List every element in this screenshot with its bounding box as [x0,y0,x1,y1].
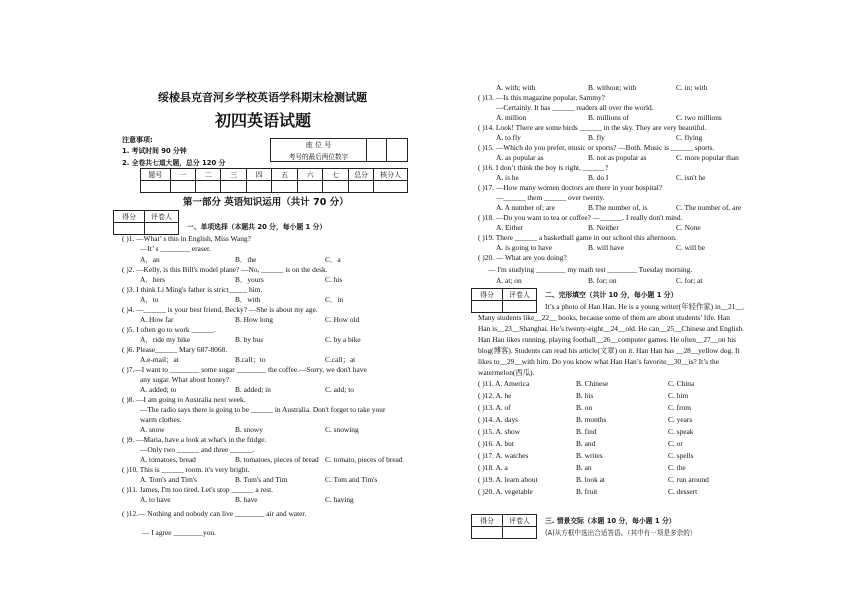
grader-name-cell[interactable] [503,527,537,539]
cloze-option-c: C. from [668,403,691,412]
question-9: ( )9. —Maria, have a look at what's in the fridge. [122,435,267,444]
cloze-line-6: likes to__29__with him. Do you know what Han Han’s favorite__30__is? It’s the [478,357,719,366]
question-12-line2: — I agree ________you. [142,528,216,537]
option-c: C. his [325,275,343,284]
score-cell[interactable] [297,181,322,193]
question-20: ( )20. — What are you doing? [478,253,567,262]
cloze-option-c: C. speak [668,427,694,436]
question-3: ( )3. I think Li Ming's father is strict_____ him. [122,285,263,294]
question-8-line3: warm clothes. [140,415,182,424]
question-15: ( )15. —Which do you prefer, music or sports? —Both. Music is ______ sports. [478,143,715,152]
seat-note: 考号的最后两位数字 [271,150,367,162]
question-13: ( )13. —Is this magazine popular, Sammy? [478,93,605,102]
cloze-line-7: watermelon(西瓜). [478,368,535,377]
option-b: B. do I [588,173,609,182]
cloze-option-b: B. an [576,463,592,472]
option-a: A. Either [496,223,524,232]
cloze-line-4: Han Han likes running, playing football__26__computer games. He often__27__on his [478,335,737,344]
cloze-option-b: B. on [576,403,593,412]
option-c: C. snowing [325,425,359,434]
cloze-option-q: ( )19. A. learn about [478,475,538,484]
question-7-line2: any sugar. What about honey? [140,375,230,384]
option-c: C. more popular than [676,153,739,162]
option-c: C. by a bike [325,335,361,344]
cloze-option-q: ( )17. A. watches [478,451,529,460]
section2-title: 二、完形填空（共计 10 分，每小题 1 分） [545,291,678,299]
option-a: A. as popular as [496,153,544,162]
option-a: A. snow [140,425,165,434]
question-20-line2: — I'm studying ________ my math test ________ Tuesday morning. [488,265,693,274]
grader-name-label: 评卷人 [503,515,537,527]
option-a: A. is going to have [496,243,553,252]
option-b: B. added; in [235,385,271,394]
cloze-option-c: C. spells [668,451,694,460]
grader-name-cell[interactable] [145,223,179,235]
question-19: ( )19. There ______ a basketball game in our school this afternoon. [478,233,677,242]
option-a: A. at; on [496,276,522,285]
cloze-line-2: Many students like__22__ books, because some of them are about students’ life. Han [478,313,730,322]
cloze-line-5: blog(博客). Students can read his article(文章) on it. Han Han has __28__yellow dog. It [478,346,740,355]
note-2: 2. 全卷共七道大题，总分 120 分 [122,159,226,167]
cloze-option-q: ( )11. A. America [478,379,530,388]
option-a: A．hers [140,275,166,284]
option-a: A. with; with [496,83,536,92]
cloze-option-q: ( )13. A. of [478,403,511,412]
question-1: ( )1. —What’ s this in English, Miss Wang? [122,234,251,243]
score-header-cell: 三 [221,169,246,181]
grader-name-cell[interactable] [503,301,537,313]
seat-label: 座 位 号 [271,139,367,151]
score-header-cell: 四 [246,169,271,181]
question-5: ( )5. I often go to work ______. [122,325,216,334]
notes-title: 注意事项: [122,136,153,144]
cloze-option-b: B. find [576,427,597,436]
cloze-line-3: Han is__23__Shanghai. He’s twenty-eight__24__old. He can__25__Chinese and English. [478,324,745,333]
cloze-option-b: B. look at [576,475,605,484]
option-c: C. The number of, are [676,203,742,212]
option-a: A．ride my bike [140,335,191,344]
score-header-cell: 七 [323,169,348,181]
question-8-line2: —The radio says there is going to be ______ in Australia. Don't forget to take your [140,405,386,414]
cloze-option-c: C. the [668,463,686,472]
option-b: B. snowy [235,425,263,434]
question-17-line2: —______ them ______ over twenty. [496,193,605,202]
question-6: ( )6. Please______ Mary 687-8068. [122,345,228,354]
score-cell[interactable] [196,181,221,193]
cloze-option-c: C. China [668,379,695,388]
option-b: B.call；to [235,355,266,364]
cloze-option-q: ( )12. A. he [478,391,512,400]
school-title: 绥棱县克音河乡学校英语学科期末检测试题 [158,91,367,104]
score-cell[interactable] [272,181,297,193]
question-11: ( )11. James, I'm too tired. Let's stop ______ a rest. [122,485,273,494]
option-b: B. Neither [588,223,619,232]
option-c: C. Tom and Tim's [325,475,378,484]
score-header-cell: 五 [272,169,297,181]
option-c: C. add; to [325,385,354,394]
score-cell[interactable] [246,181,271,193]
option-c: C. will be [676,243,705,252]
cloze-option-c: C. dessert [668,487,698,496]
question-16: ( )16. I don’t think the boy is right, ______? [478,163,609,172]
question-13-line2: —Certainly. It has ______ readers all over the world. [496,103,654,112]
question-4: ( )4. —______ is your best friend, Becky? —She is about my age. [122,305,318,314]
option-c: C. in; with [676,83,708,92]
cloze-option-b: B. fruit [576,487,598,496]
grader-score-label: 得分 [472,515,503,527]
option-b: B. have [235,495,258,504]
question-7: ( )7.—I want to ________ some sugar ________ the coffee.—Sorry, we don't have [122,365,367,374]
option-a: A. million [496,113,527,122]
option-b: B．with [235,295,261,304]
option-c: C. flying [676,133,703,142]
score-header-cell: 题号 [141,169,171,181]
option-a: A. added; to [140,385,177,394]
question-18: ( )18. —Do you want to tea or coffee? —______. I really don't mind. [478,213,683,222]
option-a: A．an [140,255,160,264]
option-c: C．in [325,295,344,304]
option-a: A. How far [140,315,174,324]
score-table [140,168,408,193]
score-cell[interactable] [374,181,408,193]
part1-title: 第一部分 英语知识运用（共计 70 分） [183,197,349,208]
score-header-cell: 核分人 [374,169,408,181]
question-9-line2: —Only two ______ and three ______. [140,445,255,454]
cloze-option-c: C. him [668,391,689,400]
option-a: A. A number of; are [496,203,555,212]
question-2: ( )2. —Kelly, is this Bill's model plane? —No, ______ is on the desk. [122,265,328,274]
cloze-option-b: B. and [576,439,596,448]
cloze-line-1: It’s a photo of Han Han. He is a young writer(年轻作家) in__21__. [545,302,745,311]
section3-instructions: (A)从方框中选出合适答语。（其中有一项是多余的） [545,529,697,537]
score-cell[interactable] [323,181,348,193]
option-c: C．a [325,255,341,264]
seat-cell-2[interactable] [387,139,408,162]
question-12: ( )12.— Nothing and nobody can live ________ air and water. [122,509,307,518]
question-17: ( )17. —How many women doctors are there in your hospital? [478,183,663,192]
section1-title: 一、单项选择（本题共 20 分，每小题 1 分） [187,223,327,231]
cloze-option-q: ( )20. A. vegetable [478,487,533,496]
option-b: B. fly [588,133,605,142]
cloze-option-b: B. months [576,415,607,424]
option-a: A.e-mail；at [140,355,179,364]
score-cell[interactable] [141,181,171,193]
grader-box-3 [471,514,537,539]
cloze-option-c: C. or [668,439,683,448]
option-a: A. to fly [496,133,521,142]
option-c: C. isn't he [676,173,706,182]
grader-score-label: 得分 [114,211,145,223]
score-cell[interactable] [170,181,195,193]
grader-name-label: 评卷人 [145,211,179,223]
score-header-cell: 二 [196,169,221,181]
option-b: B. Tom's and Tim [235,475,288,484]
grader-score-cell[interactable] [472,301,503,313]
option-c: C.call；at [325,355,356,364]
question-1-line2: —It’ s ________ eraser. [140,244,211,253]
option-a: A. is he [496,173,519,182]
grader-name-label: 评卷人 [503,289,537,301]
cloze-option-c: C. years [668,415,693,424]
option-b: B. tomatoes, pieces of bread [235,455,319,464]
score-cell[interactable] [221,181,246,193]
option-b: B. not as popular as [588,153,647,162]
grader-score-label: 得分 [472,289,503,301]
grader-box-2 [471,288,537,313]
option-c: C. for; at [676,276,703,285]
cloze-option-b: B. writes [576,451,603,460]
cloze-option-b: B. Chinese [576,379,609,388]
score-cell[interactable] [348,181,373,193]
score-header-cell: 一 [170,169,195,181]
cloze-option-q: ( )15. A. show [478,427,521,436]
option-c: C. two millions [676,113,722,122]
option-c: C. having [325,495,354,504]
option-b: B.The number of, is [588,203,648,212]
option-a: A．to [140,295,159,304]
seat-number-box [270,138,408,162]
grader-score-cell[interactable] [114,223,145,235]
exam-title: 初四英语试题 [215,111,312,130]
cloze-option-b: B. his [576,391,594,400]
seat-cell-1[interactable] [367,139,387,162]
note-1: 1. 考试时间 90 分钟 [122,147,187,155]
question-8: ( )8. —I am going to Australia next week. [122,395,246,404]
option-a: A. Tom's and Tim's [140,475,198,484]
cloze-option-q: ( )18. A. a [478,463,508,472]
cloze-option-q: ( )16. A. but [478,439,514,448]
option-c: C. None [676,223,701,232]
section3-title: 三. 情景交际（本题 10 分，每小题 1 分） [545,517,676,525]
option-b: B. for; on [588,276,617,285]
cloze-option-c: C. run around [668,475,709,484]
grader-box-1 [113,210,179,235]
option-b: B. without; with [588,83,637,92]
option-a: A. to have [140,495,171,504]
option-b: B. will have [588,243,624,252]
score-header-cell: 总分 [348,169,373,181]
option-b: B. How long [235,315,273,324]
option-b: B. millions of [588,113,629,122]
option-b: B．yours [235,275,264,284]
question-14: ( )14. Look! There are some birds ______ in the sky. They are very beautiful. [478,123,707,132]
option-a: A. tomatoes, bread [140,455,196,464]
cloze-option-q: ( )14. A. days [478,415,519,424]
score-header-cell: 六 [297,169,322,181]
grader-score-cell[interactable] [472,527,503,539]
question-10: ( )10. This is ______ room. it's very bright. [122,465,250,474]
option-c: C. How old [325,315,360,324]
option-b: B. by bus [235,335,264,344]
option-b: B．the [235,255,257,264]
option-c: C. tomato, pieces of bread [325,455,403,464]
